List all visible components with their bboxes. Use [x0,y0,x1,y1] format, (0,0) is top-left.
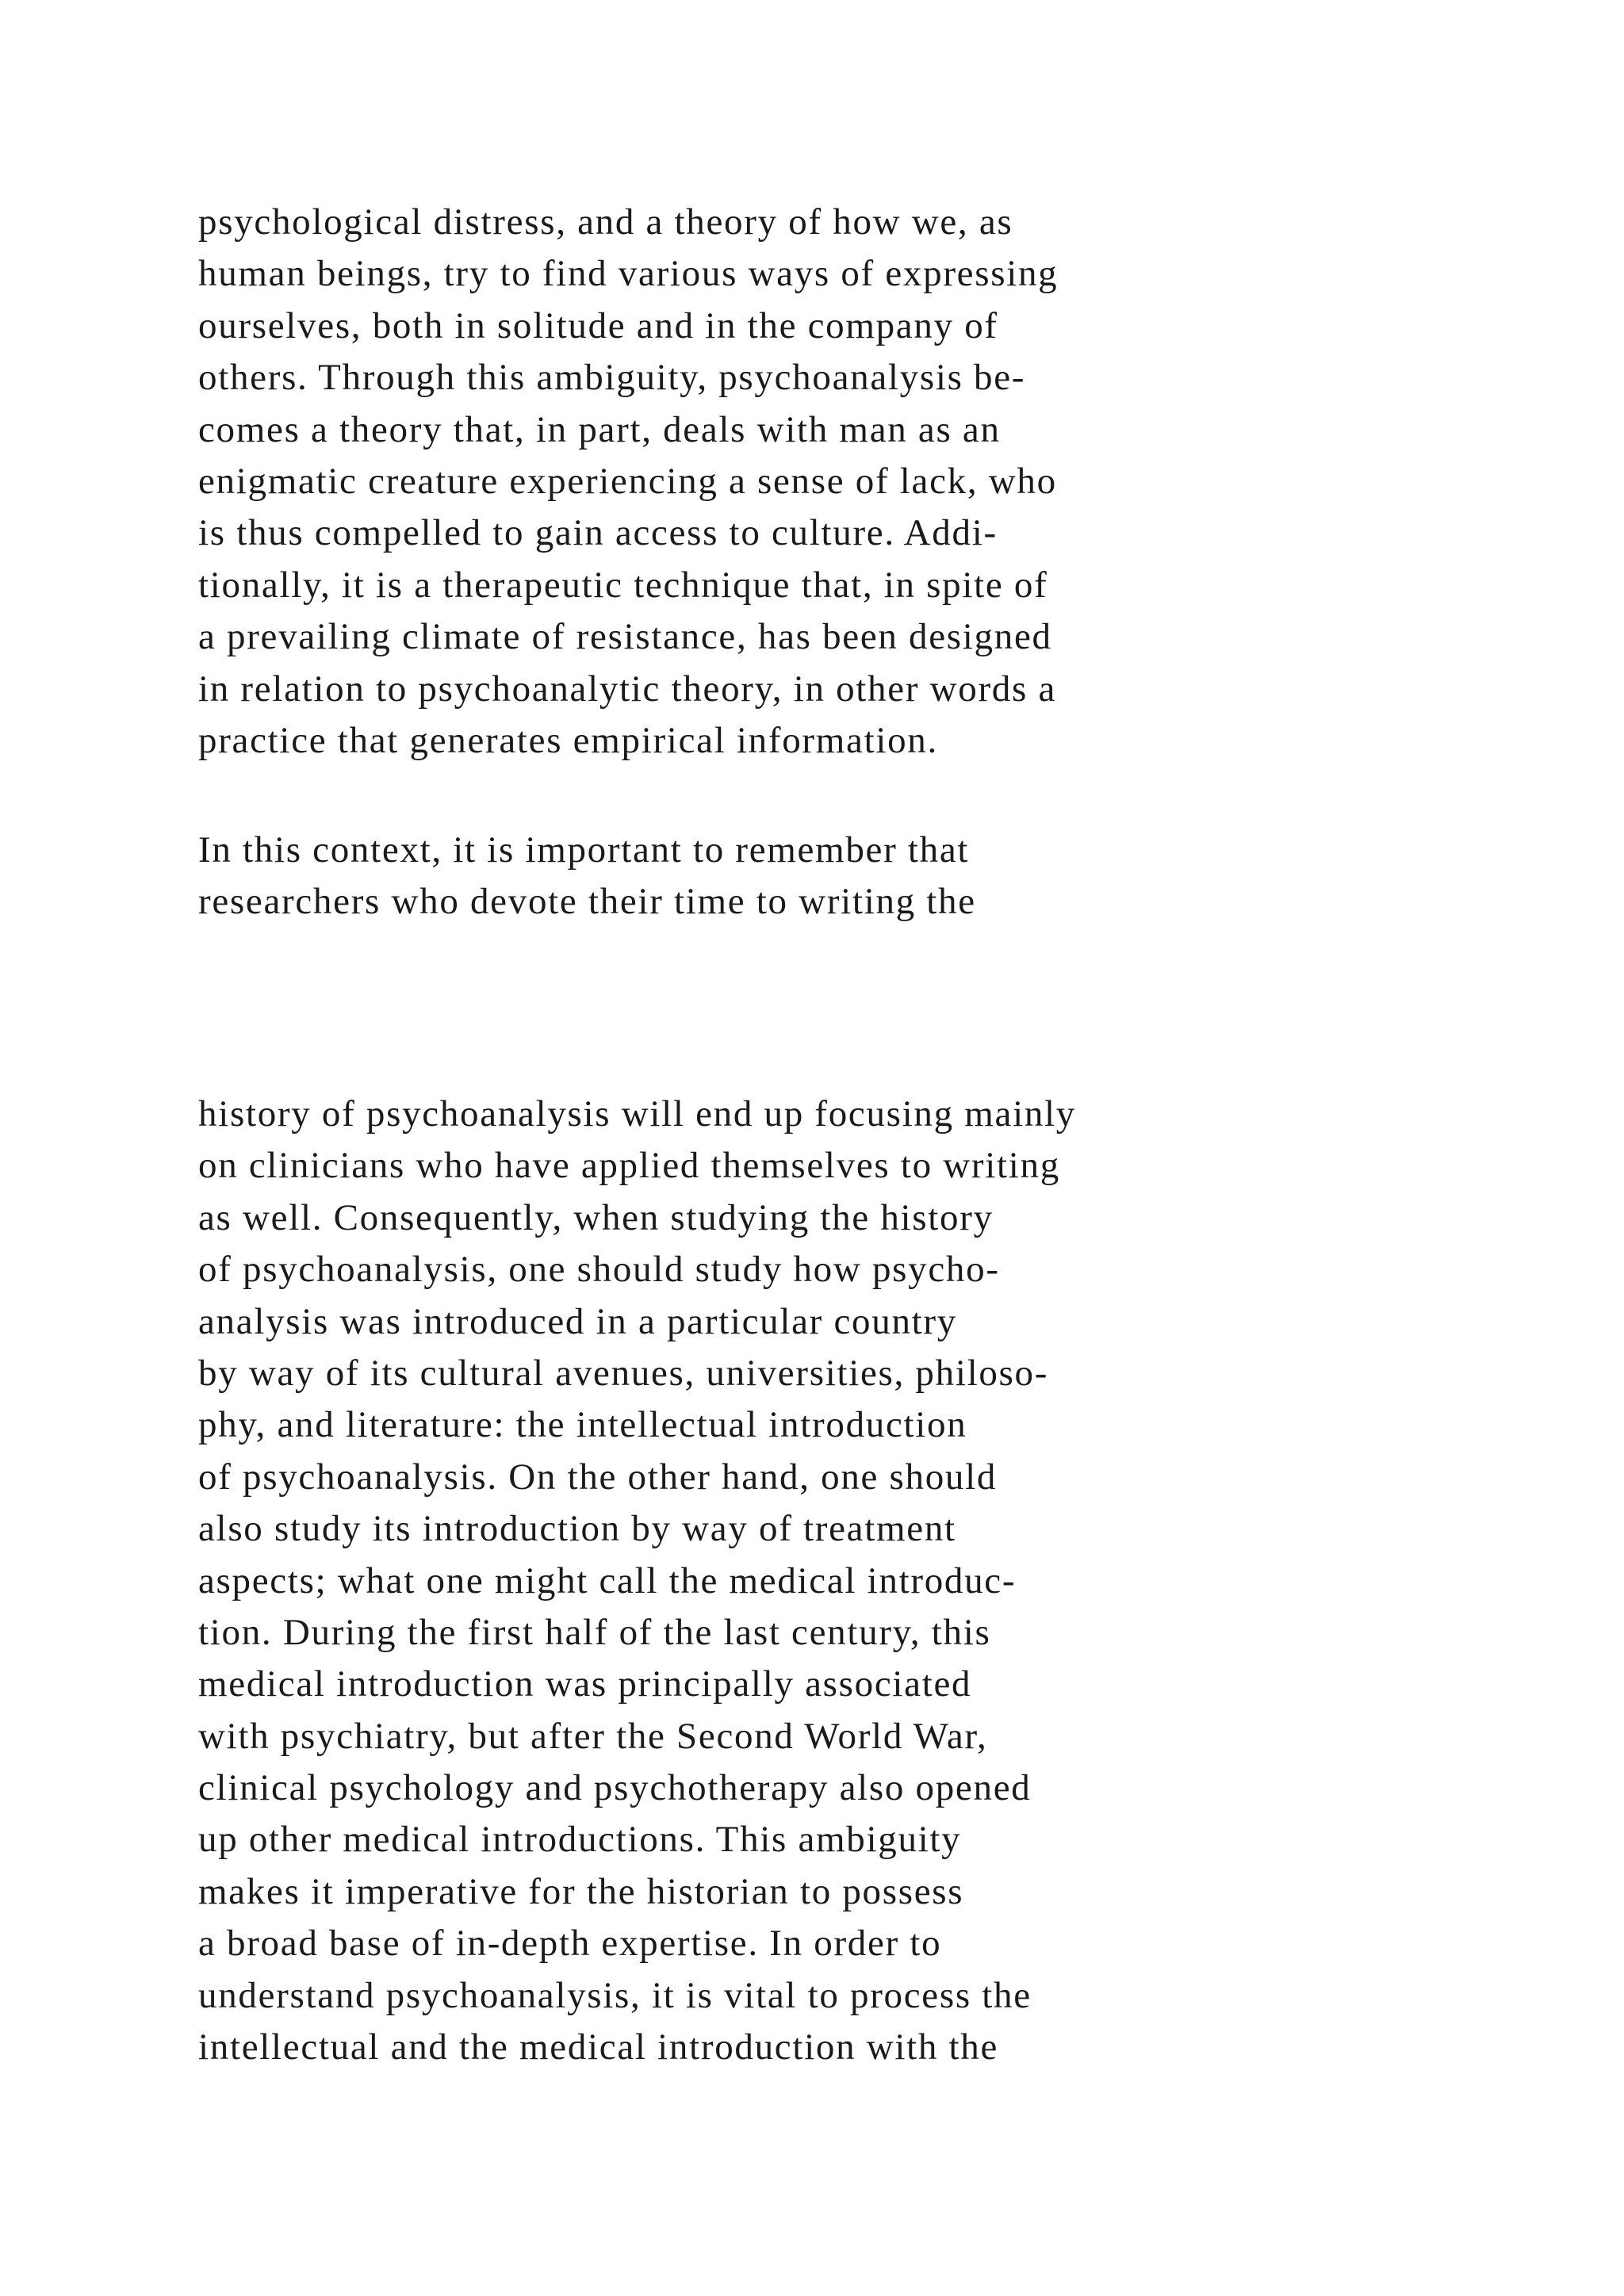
text-line: up other medical introductions. This ambiguity [198,1819,962,1861]
text-line: clinical psychology and psychotherapy also opened [198,1767,1032,1809]
text-line: In this context, it is important to remember that [198,829,970,871]
text-line: researchers who devote their time to writing the [198,881,976,923]
text-line: human beings, try to find various ways of expressing [198,253,1059,295]
text-line: on clinicians who have applied themselves to writing [198,1145,1060,1187]
text-line: psychological distress, and a theory of how we, as [198,201,1013,243]
text-line: others. Through this ambiguity, psychoanalysis be- [198,357,1026,399]
text-line: history of psychoanalysis will end up focusing mainly [198,1093,1077,1135]
text-line: a broad base of in-depth expertise. In order to [198,1923,942,1965]
text-line: in relation to psychoanalytic theory, in other words a [198,668,1057,710]
text-line: makes it imperative for the historian to possess [198,1870,964,1912]
text-line: with psychiatry, but after the Second World War, [198,1715,988,1757]
text-line: by way of its cultural avenues, universities, philoso- [198,1352,1049,1394]
text-line: tionally, it is a therapeutic technique that, in spite of [198,564,1048,606]
text-line: phy, and literature: the intellectual introduction [198,1404,967,1446]
text-line: intellectual and the medical introduction with the [198,2026,999,2068]
text-line: medical introduction was principally associated [198,1663,972,1705]
text-line: comes a theory that, in part, deals with man as an [198,408,1001,450]
text-line: is thus compelled to gain access to culture. Addi- [198,512,998,554]
text-line: analysis was introduced in a particular country [198,1300,957,1342]
paragraph [198,197,1507,767]
text-line: practice that generates empirical information. [198,719,938,761]
paragraph [198,825,1507,928]
text-line: aspects; what one might call the medical introduc- [198,1559,1017,1601]
text-line: a prevailing climate of resistance, has been designed [198,616,1052,658]
text-line: ourselves, both in solitude and in the company of [198,304,998,346]
text-line: as well. Consequently, when studying the history [198,1196,994,1238]
text-line: understand psychoanalysis, it is vital to process the [198,1974,1032,2016]
text-line: of psychoanalysis. On the other hand, one should [198,1456,998,1498]
text-line: enigmatic creature experiencing a sense of lack, who [198,460,1057,502]
text-line: tion. During the first half of the last century, this [198,1611,991,1653]
text-line: also study its introduction by way of treatment [198,1508,956,1550]
text-line: of psychoanalysis, one should study how psycho- [198,1249,1000,1291]
paragraph [198,1089,1507,2073]
